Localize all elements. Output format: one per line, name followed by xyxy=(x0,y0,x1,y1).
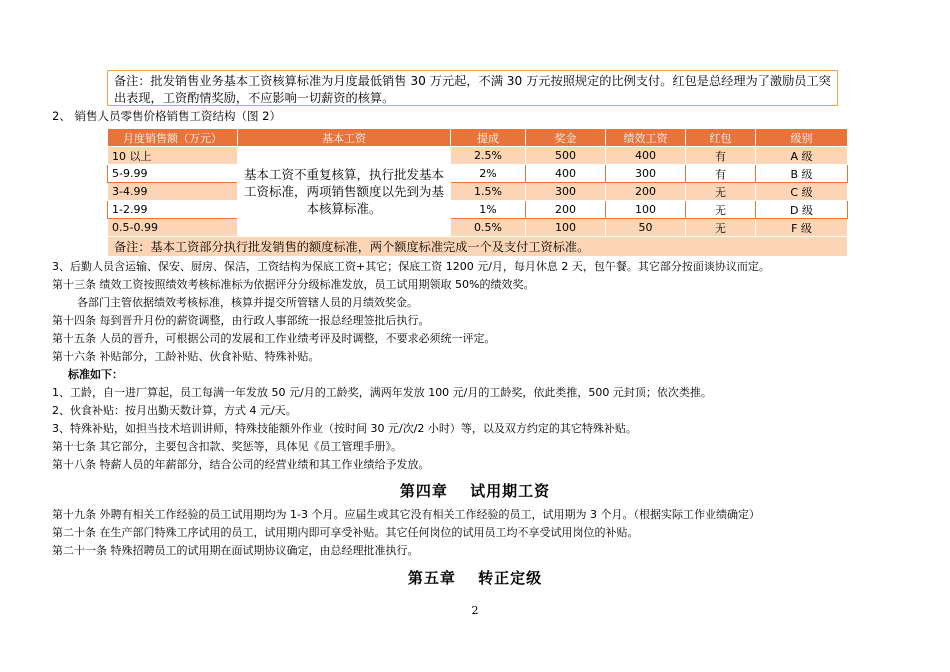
header-cell: 绩效工资 xyxy=(606,129,686,147)
cell-performance: 200 xyxy=(606,183,686,201)
cell-bonus: 400 xyxy=(526,165,606,183)
item-meal: 2、伙食补贴：按月出勤天数计算，方式 4 元/天。 xyxy=(52,404,297,417)
article-19: 第十九条 外聘有相关工作经验的员工试用期均为 1-3 个月。应届生或其它没有相关工作经验的员工，试用期为 3 个月。（根据实际工作业绩确定） xyxy=(52,508,760,521)
article-18: 第十八条 特薪人员的年薪部分，结合公司的经营业绩和其工作业绩给予发放。 xyxy=(52,458,430,471)
cell-redpacket: 无 xyxy=(686,219,756,237)
cell-commission: 0.5% xyxy=(451,219,526,237)
cell-bonus: 100 xyxy=(526,219,606,237)
cell-level: B 级 xyxy=(756,165,848,183)
cell-level: F 级 xyxy=(756,219,848,237)
table-row xyxy=(108,183,848,201)
cell-bonus: 300 xyxy=(526,183,606,201)
table-row xyxy=(108,147,848,165)
article-20: 第二十条 在生产部门特殊工序试用的员工，试用期内即可享受补贴。其它任何岗位的试用员工均不享受试用岗位的补贴。 xyxy=(52,526,639,539)
cell-range: 0.5-0.99 xyxy=(108,219,238,237)
cell-redpacket: 无 xyxy=(686,201,756,219)
table-row xyxy=(108,219,848,237)
table-header-row xyxy=(108,129,848,147)
cell-bonus: 500 xyxy=(526,147,606,165)
cell-basic-salary: 基本工资不重复核算，执行批发基本工资标准，两项销售额度以先到为基本核算标准。 xyxy=(238,147,451,237)
top-note-text: 备注：批发销售业务基本工资核算标准为月度最低销售 30 万元起，不满 30 万元按照规定的比例支付。红包是总经理为了激励员工突出表现，工资酌情奖励，不应影响一切薪资的核算。 xyxy=(114,74,831,105)
table-row xyxy=(108,201,848,219)
cell-bonus: 200 xyxy=(526,201,606,219)
cell-range: 5-9.99 xyxy=(108,165,238,183)
article-15: 第十五条 人员的晋升，可根据公司的发展和工作业绩考评及时调整，不要求必须统一评定。 xyxy=(52,332,496,345)
header-cell: 月度销售额（万元） xyxy=(108,129,238,147)
article-17: 第十七条 其它部分，主要包含扣款、奖惩等，具体见《员工管理手册》。 xyxy=(52,440,402,453)
chapter-4-title: 第四章 试用期工资 xyxy=(399,482,551,500)
article-14: 第十四条 每到晋升月份的薪资调整，由行政人事部统一报总经理签批后执行。 xyxy=(52,314,430,327)
standard-heading: 标准如下： xyxy=(68,368,123,381)
cell-commission: 1% xyxy=(451,201,526,219)
section2-caption: 2、 销售人员零售价格销售工资结构（图 2） xyxy=(52,109,281,123)
header-cell: 红包 xyxy=(686,129,756,147)
top-note-box xyxy=(107,70,838,106)
header-cell: 提成 xyxy=(451,129,526,147)
chapter-5-title: 第五章 转正定级 xyxy=(407,569,543,587)
cell-range: 1-2.99 xyxy=(108,201,238,219)
cell-commission: 2% xyxy=(451,165,526,183)
article-13: 第十三条 绩效工资按照绩效考核标准标为依据评分分级标准发放，员工试用期领取 50%的绩效奖。 xyxy=(52,278,535,291)
article-16: 第十六条 补贴部分，工龄补贴、伙食补贴、特殊补贴。 xyxy=(52,350,320,363)
cell-performance: 100 xyxy=(606,201,686,219)
header-cell: 基本工资 xyxy=(238,129,451,147)
sales-salary-table xyxy=(107,128,848,257)
cell-performance: 50 xyxy=(606,219,686,237)
cell-level: A 级 xyxy=(756,147,848,165)
item-seniority: 1、工龄，自一进厂算起，员工每满一年发放 50 元/月的工龄奖，满两年发放 100 元/月的工龄奖，依此类推，500 元封顶；依次类推。 xyxy=(52,386,712,399)
paragraph-managers: 各部门主管依据绩效考核标准，核算并提交所管辖人员的月绩效奖金。 xyxy=(77,296,418,309)
cell-level: C 级 xyxy=(756,183,848,201)
cell-redpacket: 有 xyxy=(686,165,756,183)
table-note-row xyxy=(108,237,848,257)
table-row xyxy=(108,165,848,183)
item-special: 3、特殊补贴，如担当技术培训讲师，特殊技能额外作业（按时间 30 元/次/2 小时）等，以及双方约定的其它特殊补贴。 xyxy=(52,422,637,435)
cell-commission: 1.5% xyxy=(451,183,526,201)
cell-performance: 300 xyxy=(606,165,686,183)
cell-level: D 级 xyxy=(756,201,848,219)
cell-redpacket: 无 xyxy=(686,183,756,201)
page-number: 2 xyxy=(471,604,479,617)
cell-redpacket: 有 xyxy=(686,147,756,165)
header-cell: 级别 xyxy=(756,129,848,147)
article-21: 第二十一条 特殊招聘员工的试用期在面试期协议确定，由总经理批准执行。 xyxy=(52,544,419,557)
header-cell: 奖金 xyxy=(526,129,606,147)
cell-performance: 400 xyxy=(606,147,686,165)
cell-range: 10 以上 xyxy=(108,147,238,165)
paragraph-logistics: 3、后勤人员含运输、保安、厨房、保洁，工资结构为保底工资+其它；保底工资 1200 元/月，每月休息 2 天，包午餐。其它部分按面谈协议而定。 xyxy=(52,260,770,273)
cell-range: 3-4.99 xyxy=(108,183,238,201)
cell-commission: 2.5% xyxy=(451,147,526,165)
table-note: 备注：基本工资部分执行批发销售的额度标准，两个额度标准完成一个及支付工资标准。 xyxy=(108,237,848,257)
